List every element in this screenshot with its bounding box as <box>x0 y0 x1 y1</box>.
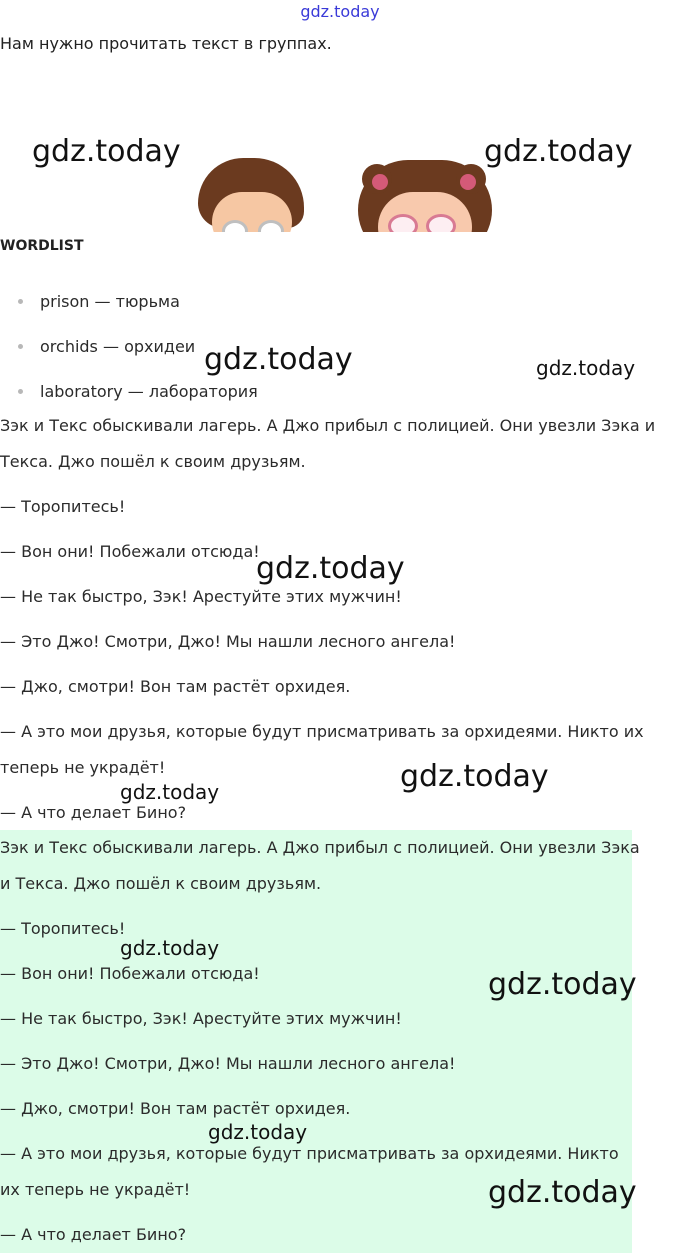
wordlist-item: orchids — орхидеи <box>40 337 195 356</box>
block1-line: — Не так быстро, Зэк! Арестуйте этих мужчин! <box>0 587 402 606</box>
block1-line: — Вон они! Побежали отсюда! <box>0 542 260 561</box>
watermark: gdz.today <box>208 1120 308 1144</box>
bullet-icon <box>18 299 23 304</box>
block1-paragraph-line1: Зэк и Текс обыскивали лагерь. А Джо прибыл с полицией. Они увезли Зэка и <box>0 416 656 435</box>
block1-line: — Торопитесь! <box>0 497 126 516</box>
watermark: gdz.today <box>204 342 353 377</box>
watermark: gdz.today <box>32 134 181 169</box>
bullet-icon <box>18 344 23 349</box>
wordlist-item: laboratory — лаборатория <box>40 382 258 401</box>
watermark: gdz.today <box>400 759 549 794</box>
watermark: gdz.today <box>488 1175 637 1210</box>
watermark: gdz.today <box>256 551 405 586</box>
block2-line: — Джо, смотри! Вон там растёт орхидея. <box>0 1099 351 1118</box>
top-watermark: gdz.today <box>300 2 380 21</box>
block2-line: — Вон они! Побежали отсюда! <box>0 964 260 983</box>
girl-glasses-left <box>388 214 418 232</box>
block2-line: — Не так быстро, Зэк! Арестуйте этих мужчин! <box>0 1009 402 1028</box>
girl-bow-right <box>460 174 476 190</box>
block2-line: — А это мои друзья, которые будут присматривать за орхидеями. Никто <box>0 1144 619 1163</box>
block2-paragraph-line2: и Текса. Джо пошёл к своим друзьям. <box>0 874 322 893</box>
block2-line: — А что делает Бино? <box>0 1225 187 1244</box>
block1-line: — Джо, смотри! Вон там растёт орхидея. <box>0 677 351 696</box>
block1-paragraph-line2: Текса. Джо пошёл к своим друзьям. <box>0 452 306 471</box>
watermark: gdz.today <box>536 356 636 380</box>
block2-line: — Торопитесь! <box>0 919 126 938</box>
watermark: gdz.today <box>120 936 220 960</box>
block2-line: их теперь не украдёт! <box>0 1180 191 1199</box>
block2-paragraph-line1: Зэк и Текс обыскивали лагерь. А Джо прибыл с полицией. Они увезли Зэка <box>0 838 640 857</box>
block1-line: — Это Джо! Смотри, Джо! Мы нашли лесного ангела! <box>0 632 456 651</box>
watermark: gdz.today <box>484 134 633 169</box>
wordlist-title: WORDLIST <box>0 238 84 254</box>
block1-line: — А это мои друзья, которые будут присматривать за орхидеями. Никто их <box>0 722 644 741</box>
watermark: gdz.today <box>488 967 637 1002</box>
block1-line: теперь не украдёт! <box>0 758 166 777</box>
bullet-icon <box>18 389 23 394</box>
wordlist-item: prison — тюрьма <box>40 292 180 311</box>
girl-glasses-right <box>426 214 456 232</box>
watermark: gdz.today <box>120 780 220 804</box>
block1-line: — А что делает Бино? <box>0 803 187 822</box>
block2-line: — Это Джо! Смотри, Джо! Мы нашли лесного ангела! <box>0 1054 456 1073</box>
girl-bow-left <box>372 174 388 190</box>
intro-text: Нам нужно прочитать текст в группах. <box>0 34 332 53</box>
